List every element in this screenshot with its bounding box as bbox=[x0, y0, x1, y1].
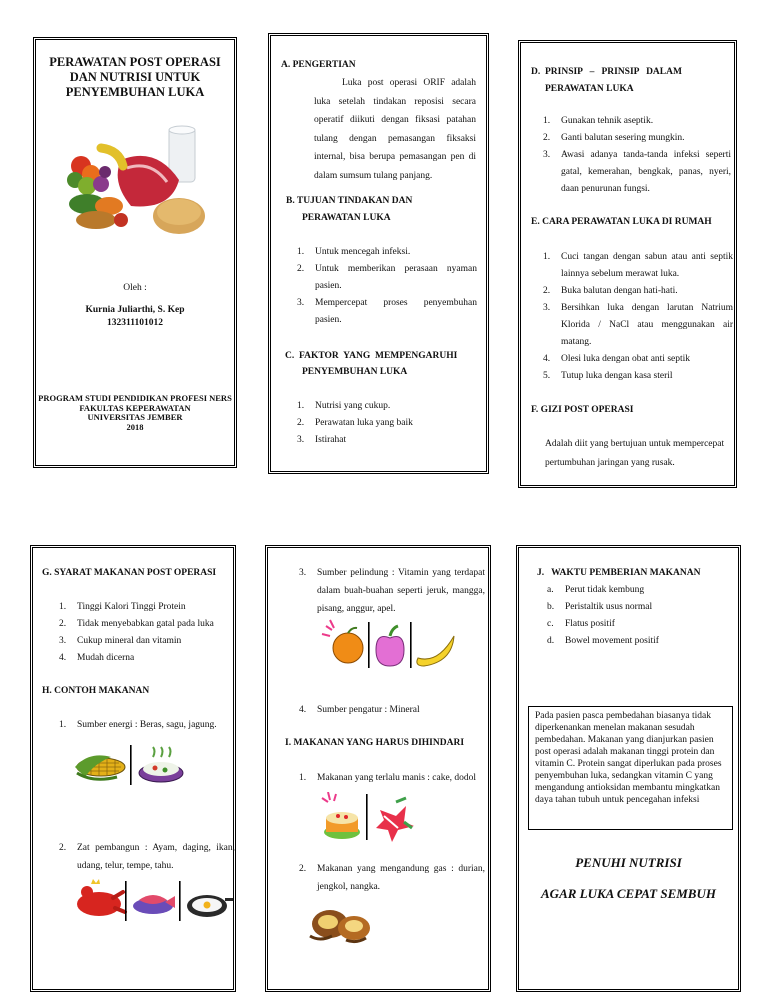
list-item: 1. Untuk mencegah infeksi. bbox=[297, 247, 411, 257]
list-item: a. Perut tidak kembung bbox=[547, 585, 645, 595]
section-c-list bbox=[297, 398, 477, 449]
section-i-item1 bbox=[299, 770, 485, 787]
section-a-text: Luka post operasi ORIF adalah luka setelah tindakan reposisi secara operatif diikuti dengan fiksasi patahan tulang dengan pemasangan fiksaksi internal, bisa berupa pemasangan pen di dalam sumsum tulang panjang. bbox=[314, 78, 476, 181]
sweets-icon bbox=[318, 792, 414, 842]
mineral-food-item bbox=[299, 702, 485, 719]
section-b-list bbox=[297, 244, 477, 329]
cover-title bbox=[36, 55, 234, 100]
section-c-title-2: PENYEMBUHAN LUKA bbox=[302, 367, 408, 377]
list-item: 1. Gunakan tehnik aseptik. bbox=[543, 116, 654, 126]
section-h-item1 bbox=[59, 717, 235, 734]
section-j-list bbox=[547, 582, 735, 650]
program-line: PROGRAM STUDI PENDIDIKAN PROFESI NERS bbox=[38, 393, 232, 403]
protein-food-icon bbox=[73, 878, 233, 922]
protective-food-item bbox=[299, 564, 485, 618]
panel-definition bbox=[268, 33, 489, 474]
list-item: c. Flatus positif bbox=[547, 619, 615, 629]
list-item: 4. Olesi luka dengan obat anti septik bbox=[543, 354, 691, 364]
section-i-title: I. MAKANAN YANG HARUS DIHINDARI bbox=[285, 738, 465, 748]
section-d-title-2: PERAWATAN LUKA bbox=[545, 84, 634, 94]
section-g-title: G. SYARAT MAKANAN POST OPERASI bbox=[42, 568, 217, 578]
list-item: 1. Makanan yang terlalu manis : cake, dodol bbox=[299, 773, 477, 783]
list-item: 2. Tidak menyebabkan gatal pada luka bbox=[59, 619, 214, 629]
cover-by-label: Oleh : bbox=[123, 283, 147, 293]
list-item: 3. Cukup mineral dan vitamin bbox=[59, 636, 182, 646]
fruit-icon bbox=[320, 618, 456, 670]
section-d-title: D. PRINSIP – PRINSIP DALAM bbox=[531, 67, 682, 77]
list-item: 2. Zat pembangun : Ayam, daging, ikan, udang, telur, tempe, tahu. bbox=[59, 843, 235, 871]
slogan-line-1: PENUHI NUTRISI bbox=[575, 855, 682, 870]
list-item: 5. Tutup luka dengan kasa steril bbox=[543, 371, 673, 381]
panel-diet-requirements bbox=[30, 545, 236, 992]
panel-feeding-time bbox=[516, 545, 741, 992]
list-item: 3. Istirahat bbox=[297, 435, 347, 445]
section-h-title: H. CONTOH MAKANAN bbox=[42, 686, 150, 696]
list-item: 2. Perawatan luka yang baik bbox=[297, 418, 413, 428]
panel-principles bbox=[518, 40, 737, 488]
section-c-title: C. FAKTOR YANG MEMPENGARUHI bbox=[285, 351, 458, 361]
cover-author: Kurnia Juliarthi, S. Kep bbox=[85, 305, 185, 315]
cover-title-line: PENYEMBUHAN LUKA bbox=[65, 85, 205, 99]
list-item: 3. Awasi adanya tanda-tanda infeksi seperti gatal, kemerahan, bengkak, panas, nyeri, daan penurunan fungsi. bbox=[543, 150, 731, 194]
list-item: 3. Mempercepat proses penyembuhan pasien. bbox=[297, 298, 477, 325]
list-item: 3. Bersihkan luka dengan larutan Natrium Klorida / NaCl atau menggunakan air matang. bbox=[543, 303, 733, 347]
nutrition-food-image bbox=[61, 120, 211, 245]
section-h-item2 bbox=[59, 839, 235, 875]
section-i-item2 bbox=[299, 860, 485, 896]
cover-panel bbox=[33, 37, 237, 468]
list-item: 2. Untuk memberikan perasaan nyaman pasien. bbox=[297, 264, 477, 291]
durian-icon bbox=[306, 900, 378, 944]
section-e-list bbox=[543, 249, 733, 385]
program-line: UNIVERSITAS JEMBER bbox=[87, 412, 183, 422]
panel-food-sources bbox=[265, 545, 491, 992]
cover-program bbox=[36, 394, 234, 432]
list-item: b. Peristaltik usus normal bbox=[547, 602, 653, 612]
corn-rice-icon bbox=[75, 743, 187, 787]
slogan-line-2: AGAR LUKA CEPAT SEMBUH bbox=[541, 886, 716, 901]
section-b-title-2: PERAWATAN LUKA bbox=[302, 213, 391, 223]
section-f-title: F. GIZI POST OPERASI bbox=[531, 405, 634, 415]
list-item: 1. Tinggi Kalori Tinggi Protein bbox=[59, 602, 186, 612]
section-d-list bbox=[543, 113, 731, 198]
cover-title-line: PERAWATAN POST OPERASI bbox=[49, 55, 221, 69]
program-line: 2018 bbox=[126, 421, 144, 432]
cover-nim: 132311101012 bbox=[107, 318, 163, 328]
list-item: 3. Sumber pelindung : Vitamin yang terdapat dalam buah-buahan seperti jeruk, mangga, pisang, anggur, apel. bbox=[299, 568, 485, 614]
list-item: 4. Sumber pengatur : Mineral bbox=[299, 705, 420, 715]
program-line: FAKULTAS KEPERAWATAN bbox=[79, 402, 191, 413]
info-box: Pada pasien pasca pembedahan biasanya tidak diperkenankan menelan makanan sesudah pembedahan. Makanan yang dianjurkan pasien post operasi adalah makanan tinggi protein dan vitamin C. Protein sangat diperlukan pada proses penyembuhan luka, sedangkan vitamin C yang mengandung antioksidan membantu mingkatkan daya tahan tubuh untuk pencegahan infeksi bbox=[528, 706, 733, 830]
list-item: 2. Buka balutan dengan hati-hati. bbox=[543, 286, 678, 296]
section-g-list bbox=[59, 599, 235, 667]
list-item: 2. Ganti balutan sesering mungkin. bbox=[543, 133, 685, 143]
section-f-text: Adalah diit yang bertujuan untuk mempercepat pertumbuhan jaringan yang rusak. bbox=[545, 439, 725, 468]
list-item: 2. Makanan yang mengandung gas : durian, jengkol, nangka. bbox=[299, 864, 485, 892]
list-item: 4. Mudah dicerna bbox=[59, 653, 135, 663]
list-item: 1. Sumber energi : Beras, sagu, jagung. bbox=[59, 720, 217, 730]
list-item: d. Bowel movement positif bbox=[547, 636, 659, 646]
section-e-title: E. CARA PERAWATAN LUKA DI RUMAH bbox=[531, 217, 712, 227]
section-a-title: A. PENGERTIAN bbox=[281, 60, 356, 70]
list-item: 1. Nutrisi yang cukup. bbox=[297, 401, 391, 411]
list-item: 1. Cuci tangan dengan sabun atau anti septik lainnya sebelum merawat luka. bbox=[543, 252, 733, 279]
cover-title-line: DAN NUTRISI UNTUK bbox=[69, 70, 201, 84]
section-b-title: B. TUJUAN TINDAKAN DAN bbox=[286, 196, 413, 206]
section-j-title: J. WAKTU PEMBERIAN MAKANAN bbox=[537, 568, 701, 578]
